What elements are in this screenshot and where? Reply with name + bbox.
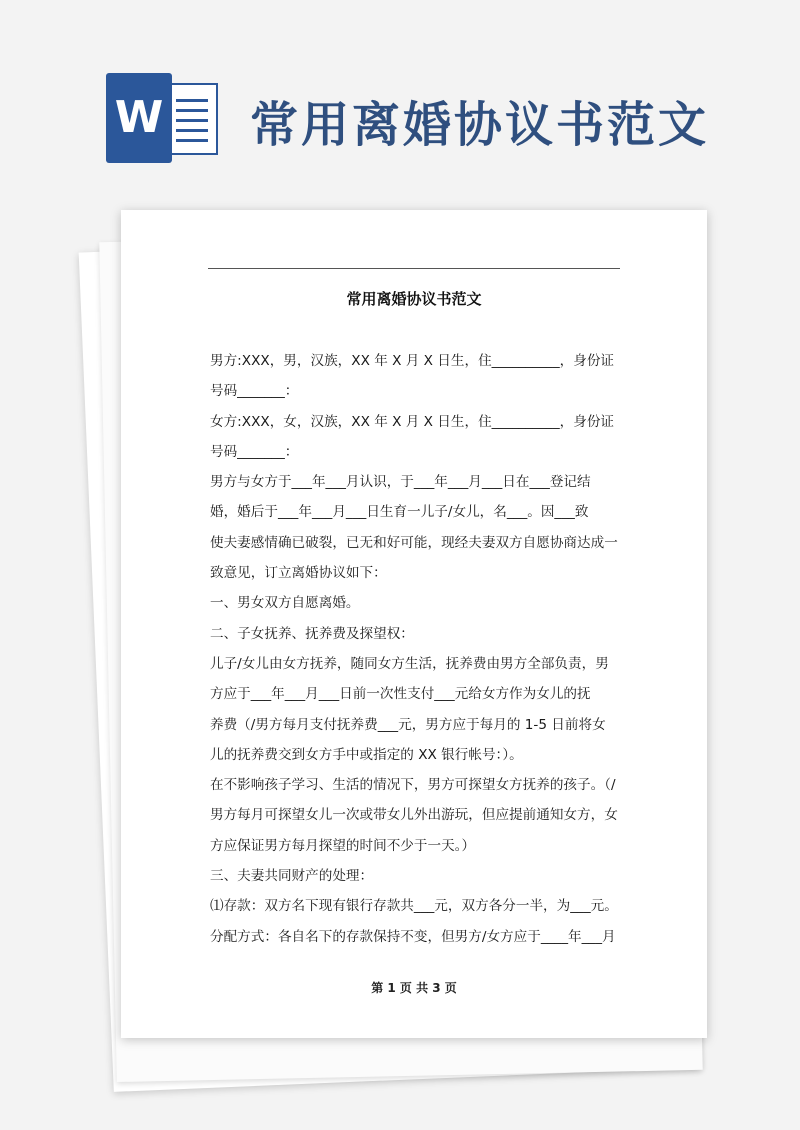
body-line: 男方每月可探望女儿一次或带女儿外出游玩，但应提前通知女方，女 bbox=[210, 807, 618, 824]
body-line: 号码_______： bbox=[210, 443, 299, 460]
body-line: 女方:XXX，女，汉族，XX 年 X 月 X 日生，住__________，身份证 bbox=[210, 413, 615, 430]
page-number-footer: 第 1 页 共 3 页 bbox=[371, 981, 457, 995]
word-icon-letter: W bbox=[106, 73, 172, 163]
body-line: 分配方式：各自名下的存款保持不变，但男方/女方应于____年___月 bbox=[210, 928, 616, 945]
body-line: 男方:XXX，男，汉族，XX 年 X 月 X 日生，住__________，身份证 bbox=[210, 353, 615, 369]
banner-header bbox=[0, 0, 800, 200]
section-heading: 二、子女抚养、抚养费及探望权： bbox=[210, 625, 414, 642]
body-line: 儿子/女儿由女方抚养，随同女方生活，抚养费由男方全部负责，男 bbox=[210, 655, 609, 672]
body-line: 养费（/男方每月支付抚养费___元，男方应于每月的 1-5 日前将女 bbox=[210, 716, 606, 733]
body-line: 婚，婚后于___年___月___日生育一儿子/女儿，名___。因___致 bbox=[210, 504, 589, 521]
word-document-icon bbox=[106, 73, 218, 163]
body-line: 男方与女方于___年___月认识，于___年___月___日在___登记结 bbox=[210, 474, 591, 491]
body-line: ⑴存款：双方名下现有银行存款共___元，双方各分一半，为___元。 bbox=[210, 898, 618, 915]
body-line: 在不影响孩子学习、生活的情况下，男方可探望女方抚养的孩子。（/ bbox=[210, 777, 616, 794]
body-line: 号码_______： bbox=[210, 383, 299, 400]
body-line: 方应保证男方每月探望的时间不少于一天。） bbox=[210, 837, 476, 854]
section-heading: 一、男女双方自愿离婚。 bbox=[210, 595, 360, 612]
body-line: 使夫妻感情确已破裂，已无和好可能，现经夫妻双方自愿协商达成一 bbox=[210, 534, 618, 551]
body-line: 方应于___年___月___日前一次性支付___元给女方作为女儿的抚 bbox=[210, 686, 591, 703]
section-heading: 三、夫妻共同财产的处理： bbox=[210, 868, 374, 885]
document-body bbox=[210, 346, 622, 952]
document-title: 常用离婚协议书范文 bbox=[346, 290, 482, 308]
banner-title: 常用离婚协议书范文 bbox=[250, 97, 710, 153]
body-line: 儿的抚养费交到女方手中或指定的 XX 银行帐号：）。 bbox=[210, 746, 523, 763]
document-page bbox=[121, 210, 707, 1038]
header-rule bbox=[208, 268, 620, 269]
body-line: 致意见，订立离婚协议如下： bbox=[210, 565, 387, 582]
